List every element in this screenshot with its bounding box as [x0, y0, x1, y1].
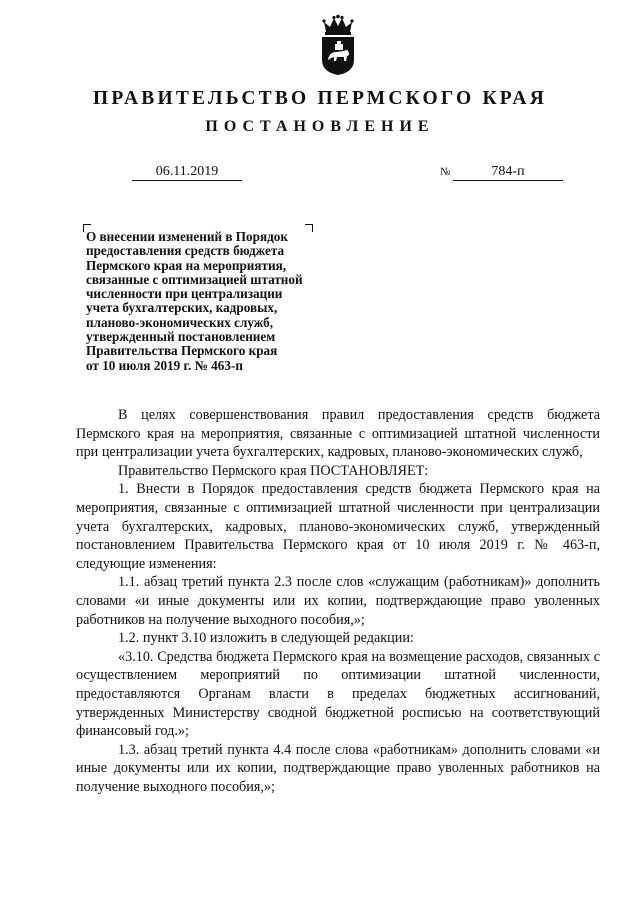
government-title: ПРАВИТЕЛЬСТВО ПЕРМСКОГО КРАЯ — [93, 88, 547, 109]
document-body — [76, 406, 600, 796]
body-paragraph: Правительство Пермского края ПОСТАНОВЛЯЕТ: — [118, 462, 429, 479]
document-subject — [86, 230, 366, 373]
subject-line: Пермского края на мероприятия, — [86, 257, 287, 273]
body-paragraph: В целях совершенствования правил предоставления средств бюджета Пермского края на мероприятия, связанные с оптимизацией штатной численности при централизации учета бухгалтерских, кадровых, планово-экономических служб, — [76, 407, 600, 461]
subject-line: численности при централизации — [86, 286, 283, 302]
subject-line: связанные с оптимизацией штатной — [86, 271, 303, 287]
subject-line: планово-экономических служб, — [86, 314, 274, 330]
subject-line: от 10 июля 2019 г. № 463-п — [86, 357, 243, 373]
body-paragraph: 1.3. абзац третий пункта 4.4 после слова «работникам» дополнить словами «и иные документы или их копии, подтверждающие право уволенных работников на получение выходного пособия,»; — [76, 741, 600, 795]
body-paragraph: «3.10. Средства бюджета Пермского края на возмещение расходов, связанных с осуществлением мероприятий по оптимизации штатной численности, предоставляются Органам власти в пределах бюджетных ассигнований, утвержденных Министерству сводной бюджетной росписью на соответствующий финансовый год.»; — [76, 648, 600, 740]
number-label: № — [440, 166, 451, 178]
document-number: 784-п — [453, 164, 563, 181]
body-paragraph: 1.1. абзац третий пункта 2.3 после слов «служащим (работникам)» дополнить словами «и иные документы или их копии, подтверждающие право уволенных работников на получение выходного пособия,»; — [76, 574, 600, 628]
subject-line: Правительства Пермского края — [86, 343, 278, 359]
subject-line: предоставления средств бюджета — [86, 243, 285, 259]
subject-line: О внесении изменений в Порядок — [86, 229, 288, 244]
body-paragraph: 1. Внести в Порядок предоставления средств бюджета Пермского края на мероприятия, связанные с оптимизацией штатной численности при централизации учета бухгалтерских, кадровых, планово-экономических служб, утвержденный постановлением Правительства Пермского края от 10 июля 2019 г. № 463-п, следующие изменения: — [76, 481, 600, 572]
subject-line: учета бухгалтерских, кадровых, — [86, 300, 278, 316]
subject-line: утвержденный постановлением — [86, 329, 276, 345]
body-paragraph: 1.2. пункт 3.10 изложить в следующей редакции: — [118, 630, 414, 647]
document-type: ПОСТАНОВЛЕНИЕ — [205, 118, 435, 135]
document-date: 06.11.2019 — [132, 164, 242, 181]
perm-coat-of-arms-icon — [318, 14, 358, 76]
